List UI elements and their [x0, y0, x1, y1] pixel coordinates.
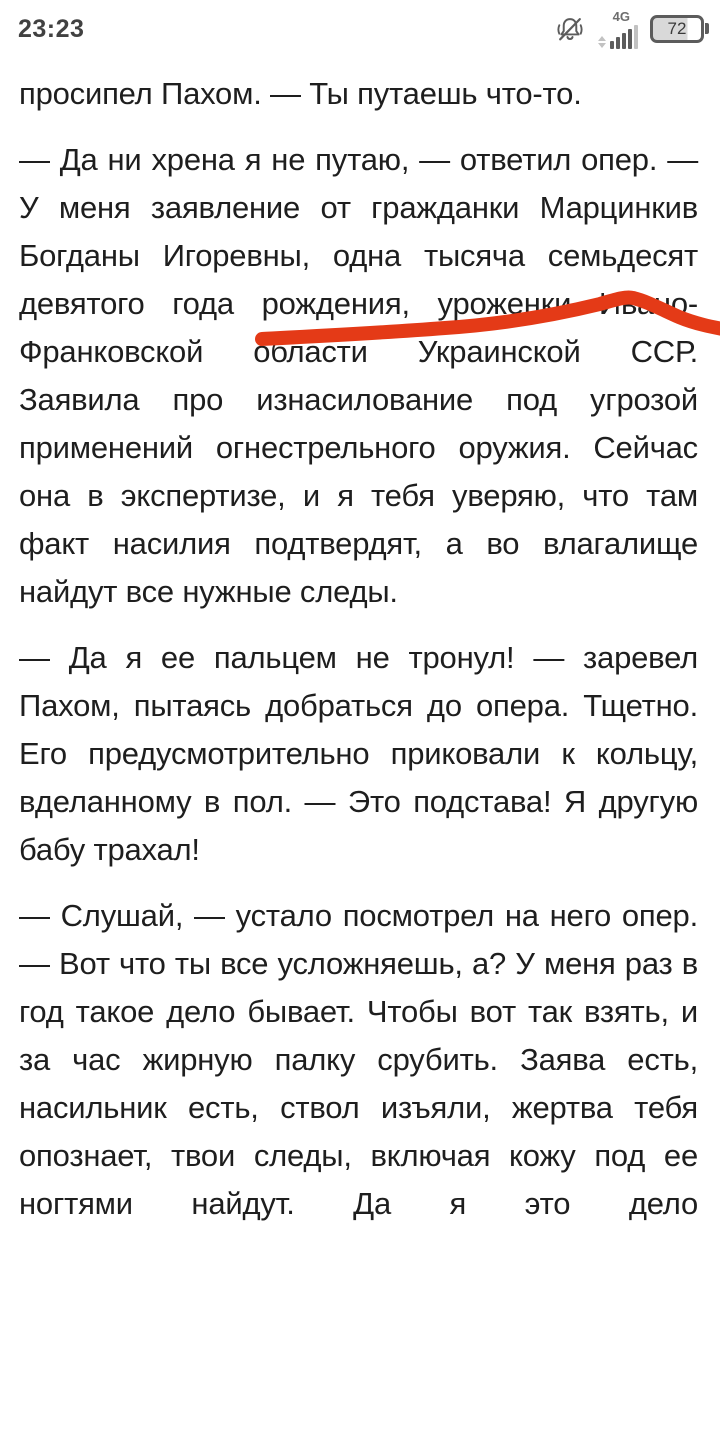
mute-bell-icon	[554, 13, 586, 45]
status-icons	[554, 10, 704, 49]
paragraph-3: — Да я ее пальцем не тронул! — заревел Пахом, пытаясь добраться до опера. Тщетно. Его предусмотрительно приковали к кольцу, вделанному в пол. — Это подстава! Я другую бабу трахал!	[19, 640, 698, 867]
clock: 23:23	[18, 14, 85, 43]
network-type-label: 4G	[612, 8, 630, 24]
signal-bars-icon	[610, 25, 638, 49]
paragraph-4: — Слушай, — устало посмотрел на него опер. — Вот что ты все усложняешь, а? У меня раз в год такое дело бывает. Чтобы вот так взять, и за час жирную палку срубить. Заява есть, насильник есть, ствол изъяли, жертва тебя опознает, твои следы, включая кожу под ее ногтями найдут. Да я это дело	[19, 898, 698, 1221]
battery-terminal-nub	[705, 23, 709, 34]
battery-indicator	[650, 15, 704, 43]
battery-percent-label: 72	[667, 19, 687, 38]
status-bar	[0, 0, 720, 54]
paragraph-1: просипел Пахом. — Ты путаешь что-то.	[19, 76, 582, 111]
data-activity-arrows-icon	[598, 36, 606, 49]
paragraph-2: — Да ни хрена я не путаю, — ответил опер. — У меня заявление от гражданки Марцинкив Богданы Игоревны, одна тысяча семьдесят девятого года рождения, уроженки Ивано-Франковской области Украинской ССР. Заявила про изнасилование под угрозой применений огнестрельного оружия. Сейчас она в экспертизе, и я тебя уверяю, что там факт насилия подтвердят, а во влагалище найдут все нужные следы.	[19, 142, 698, 609]
reader-page[interactable]	[0, 54, 720, 1228]
cellular-signal-indicator	[598, 10, 638, 49]
